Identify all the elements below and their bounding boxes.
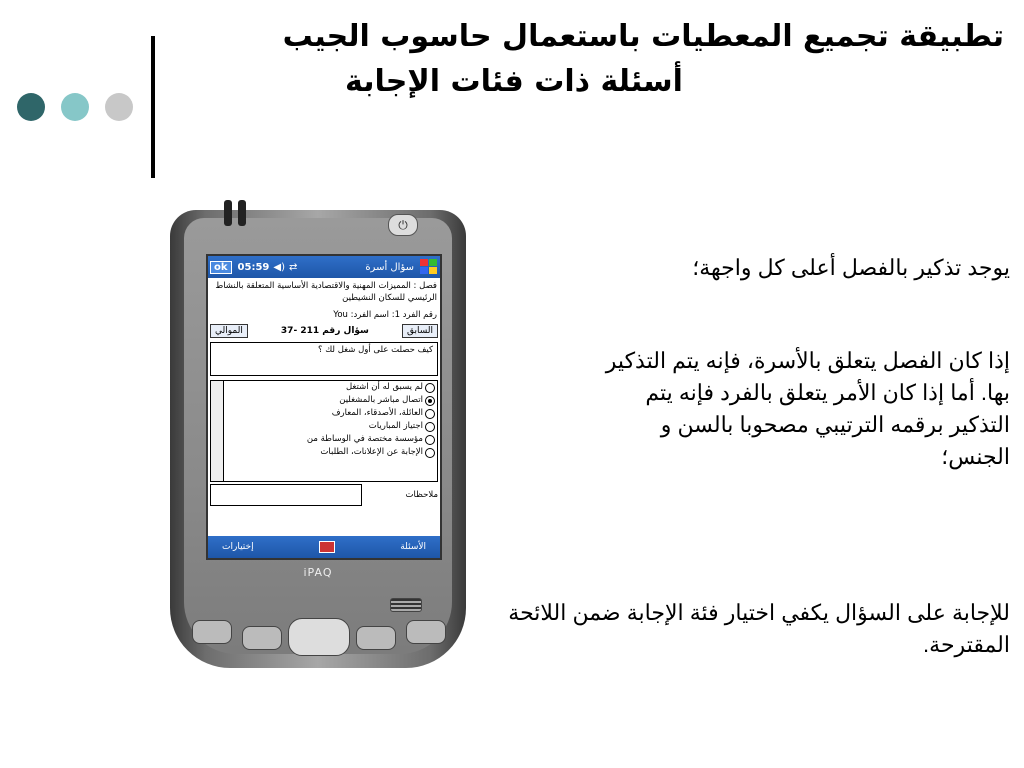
ok-button[interactable]: ok (210, 261, 232, 274)
option-item[interactable]: لم يسبق له أن اشتغل (211, 381, 437, 394)
notes-label: ملاحظات (405, 490, 438, 500)
pda-screen (206, 254, 442, 560)
section-label: فصل : المميزات المهنية والاقتصادية الأساسية المتعلقة بالنشاط الرئيسي للسكان النشيطين (215, 281, 437, 303)
options-list (210, 380, 438, 482)
decor-dot-2 (61, 93, 89, 121)
navigation-pad[interactable] (288, 618, 350, 656)
question-text: كيف حصلت على أول شغل لك ؟ (210, 342, 438, 376)
decor-dot-1 (17, 93, 45, 121)
person-line: You :رقم الفرد 1: اسم الفرد (333, 310, 437, 320)
option-item[interactable]: العائلة، الأصدقاء، المعارف (211, 407, 437, 420)
paragraph-2: إذا كان الفصل يتعلق بالأسرة، فإنه يتم التذكير بها. أما إذا كان الأمر يتعلق بالفرد فإنه يتم التذكير برقمه الترتيبي مصحوبا بالسن و الجنس؛ (605, 348, 1010, 469)
window-title: سؤال أسرة (365, 261, 414, 273)
brand-label: iPAQ (303, 566, 333, 579)
radio-button-selected[interactable] (425, 396, 435, 406)
bottom-menu-bar (208, 536, 440, 558)
radio-button[interactable] (425, 435, 435, 445)
paragraph-1: يوجد تذكير بالفصل أعلى كل واجهة؛ (692, 255, 1010, 280)
contacts-button[interactable] (242, 626, 282, 650)
keyboard-icon[interactable] (319, 541, 335, 553)
options-menu[interactable]: إختيارات (222, 542, 254, 552)
volume-icon[interactable]: ◀) (273, 261, 285, 273)
notes-row (210, 484, 438, 506)
option-item[interactable]: اتصال مباشر بالمشغلين (211, 394, 437, 407)
ipaq-button[interactable] (406, 620, 446, 644)
title-divider (151, 36, 155, 178)
calendar-button[interactable] (192, 620, 232, 644)
windows-start-icon[interactable] (420, 259, 438, 275)
notes-input[interactable] (210, 484, 362, 506)
status-bar (208, 256, 440, 278)
title-line-1: تطبيقة تجميع المعطيات باستعمال حاسوب الجيب (282, 19, 1004, 54)
decor-dot-3 (105, 93, 133, 121)
prev-button[interactable]: السابق (402, 324, 438, 338)
question-number: سؤال رقم 211 -37 (280, 326, 369, 336)
clock: 05:59 (237, 261, 270, 273)
radio-button[interactable] (425, 383, 435, 393)
questions-menu[interactable]: الأسئلة (400, 542, 426, 552)
title-line-2: أسئلة ذات فئات الإجابة (345, 64, 683, 99)
pda-device (170, 200, 466, 668)
paragraph-3: للإجابة على السؤال يكفي اختيار فئة الإجابة ضمن اللائحة المقترحة. (508, 600, 1010, 657)
option-item[interactable]: الإجابة عن الإعلانات، الطلبات (211, 446, 437, 459)
slide-title (184, 14, 1004, 104)
radio-button[interactable] (425, 422, 435, 432)
pda-slot-left (224, 200, 232, 226)
option-item[interactable]: مؤسسة مختصة في الوساطة من (211, 433, 437, 446)
power-icon[interactable]: ⏻ (388, 214, 418, 236)
speaker-grille (390, 598, 422, 612)
options-scrollbar[interactable] (211, 381, 224, 481)
connectivity-icon[interactable]: ⇄ (288, 261, 298, 273)
pda-slot-right (238, 200, 246, 226)
mail-button[interactable] (356, 626, 396, 650)
radio-button[interactable] (425, 409, 435, 419)
option-item[interactable]: اجتياز المباريات (211, 420, 437, 433)
nav-row (208, 324, 440, 338)
radio-button[interactable] (425, 448, 435, 458)
next-button[interactable]: الموالي (210, 324, 248, 338)
